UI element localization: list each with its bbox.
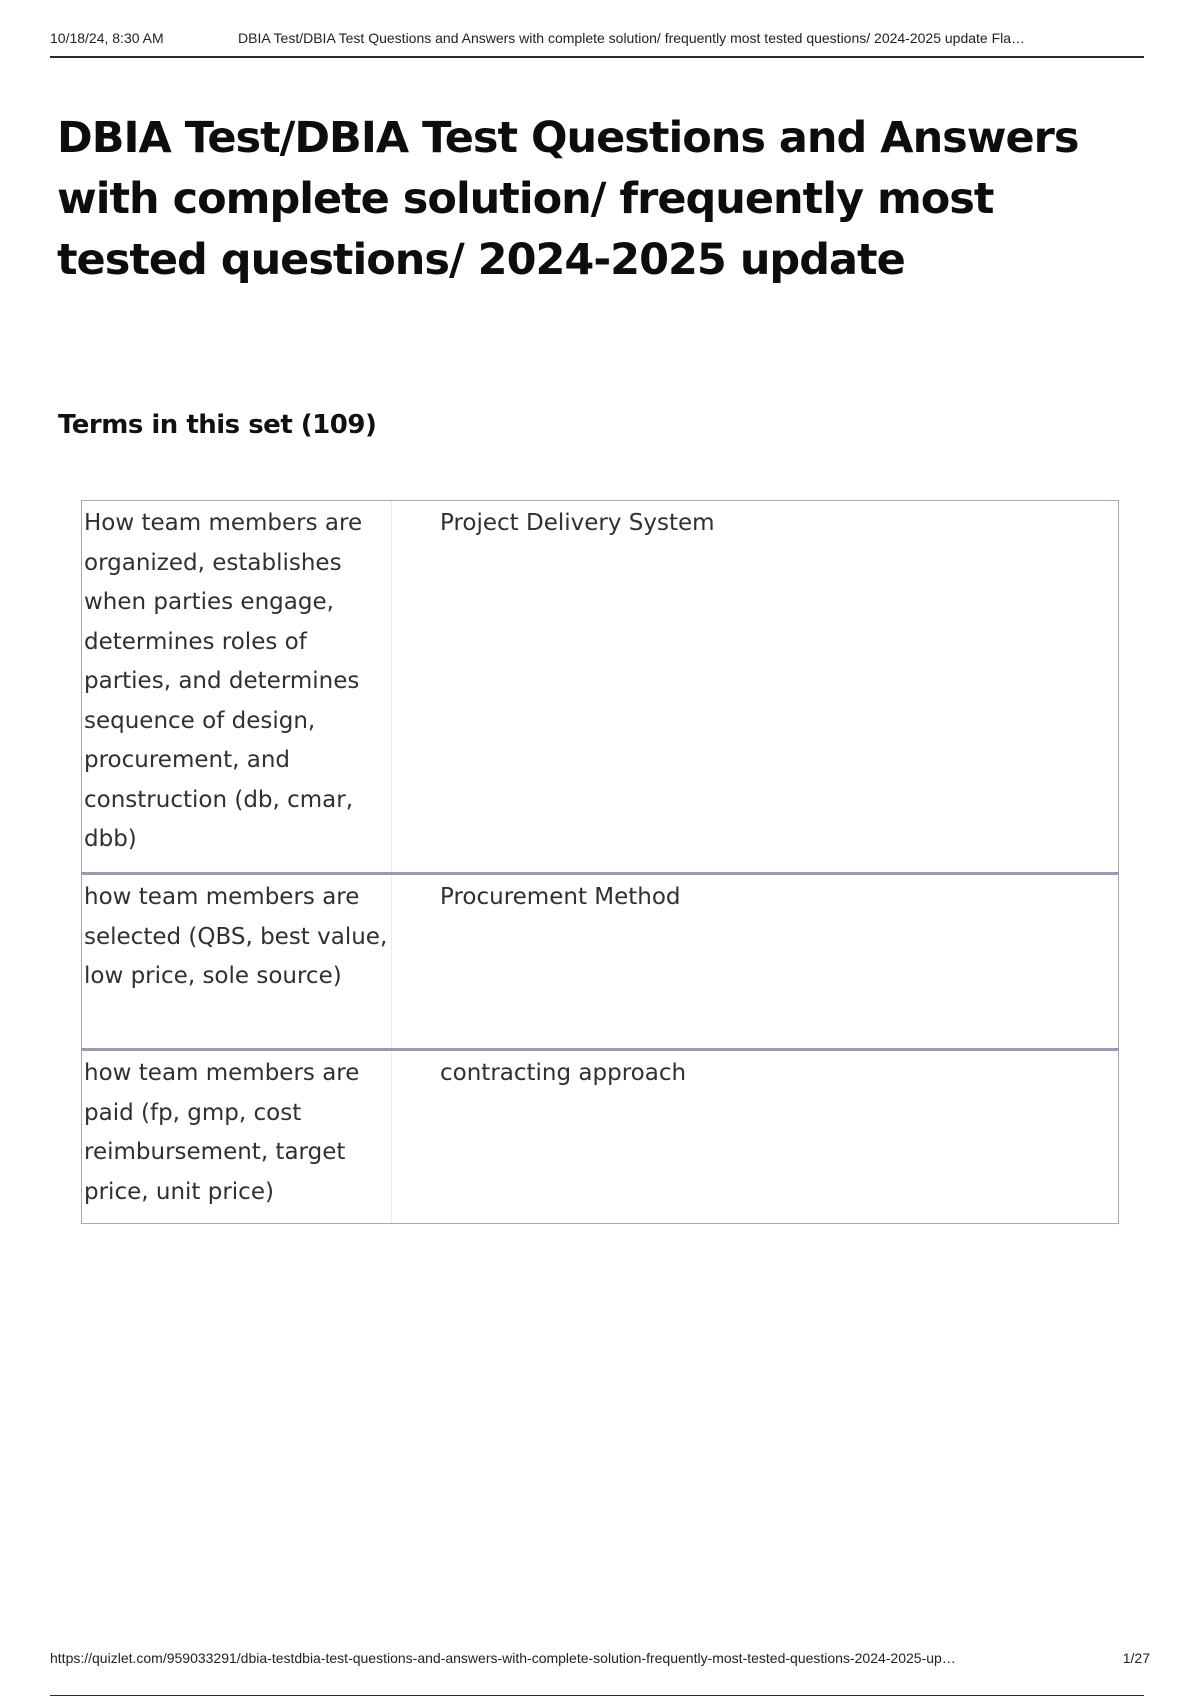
flashcard-definition: contracting approach: [440, 1060, 687, 1086]
print-date: 10/18/24, 8:30 AM: [50, 30, 164, 46]
flashcard-term: How team members are organized, establishes when parties engage, determines roles of parties, and determines sequence of design, procurement, and construction (db, cmar, dbb): [82, 501, 392, 872]
flashcard-term: how team members are selected (QBS, best value, low price, sole source): [82, 875, 392, 1048]
footer-divider: [50, 1695, 1144, 1696]
print-header-title: DBIA Test/DBIA Test Questions and Answers with complete solution/ frequently most tested questions/ 2024-2025 update Fla…: [238, 30, 1026, 46]
print-header: [50, 30, 1144, 58]
flashcard-definition: Project Delivery System: [440, 510, 715, 536]
page-number: 1/27: [1122, 1650, 1150, 1666]
page-title: DBIA Test/DBIA Test Questions and Answers with complete solution/ frequently most tested questions/ 2024-2025 update: [57, 113, 1079, 285]
flashcard-term: how team members are paid (fp, gmp, cost reimbursement, target price, unit price): [82, 1051, 392, 1223]
page-url-link[interactable]: https://quizlet.com/959033291/dbia-testdbia-test-questions-and-answers-with-complete-solution-frequently-most-tested-questions-2024-2025-up…: [50, 1650, 956, 1666]
flashcard: [81, 1048, 1119, 1224]
terms-count-heading: Terms in this set (109): [58, 410, 377, 440]
flashcard: [81, 500, 1119, 873]
print-footer: [50, 1650, 1150, 1698]
flashcard-definition: Procurement Method: [440, 884, 681, 910]
flashcard: [81, 872, 1119, 1049]
flashcard-list: [81, 501, 1119, 1224]
